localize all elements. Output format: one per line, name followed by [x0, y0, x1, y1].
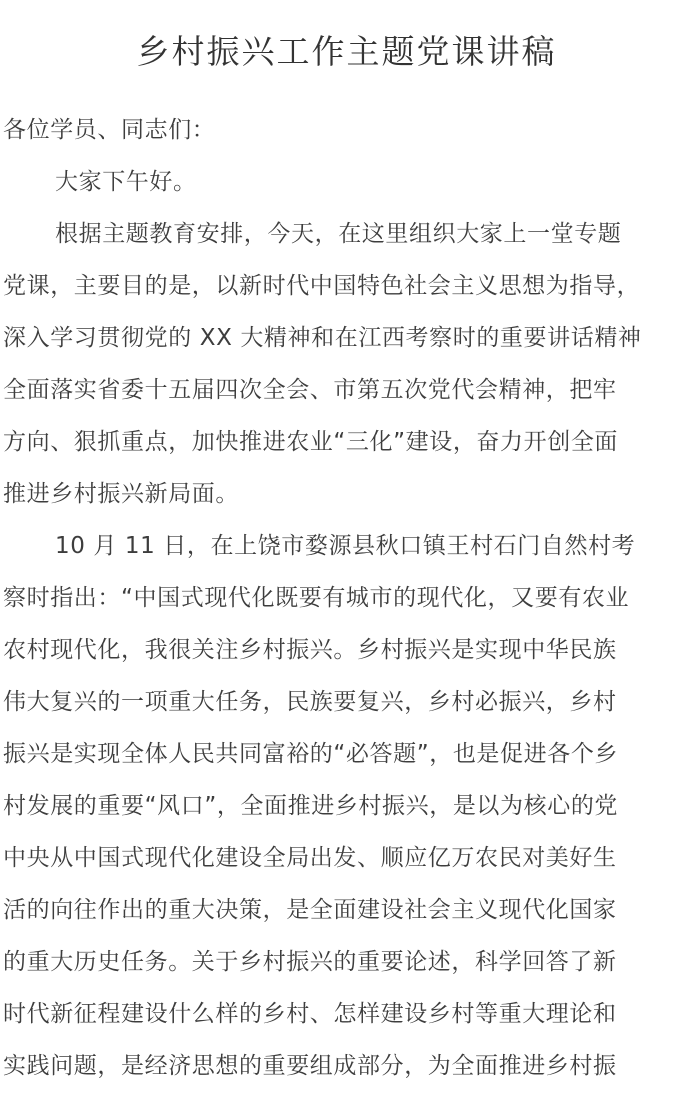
text-line: 的重大历史任务。关于乡村振兴的重要论述，科学回答了新 — [3, 949, 617, 975]
text-line: 振兴是实现全体人民共同富裕的“必答题”，也是促进各个乡 — [3, 741, 619, 767]
text-line: 活的向往作出的重大决策，是全面建设社会主义现代化国家 — [3, 897, 617, 923]
text-line: 实践问题，是经济思想的重要组成部分，为全面推进乡村振 — [3, 1053, 617, 1079]
text-line: 根据主题教育安排，今天，在这里组织大家上一堂专题 — [55, 221, 622, 247]
text-line: 全面落实省委十五届四次全会、市第五次党代会精神，把牢 — [3, 377, 617, 403]
text-line: 村发展的重要“风口”，全面推进乡村振兴，是以为核心的党 — [3, 793, 619, 819]
text-line-salutation: 各位学员、同志们： — [3, 117, 216, 143]
text-line: 农村现代化，我很关注乡村振兴。乡村振兴是实现中华民族 — [3, 637, 617, 663]
text-line: 推进乡村振兴新局面。 — [3, 481, 239, 507]
text-line-greeting: 大家下午好。 — [55, 169, 197, 195]
text-line: 伟大复兴的一项重大任务，民族要复兴，乡村必振兴，乡村 — [3, 689, 617, 715]
text-line: 深入学习贯彻党的 XX 大精神和在江西考察时的重要讲话精神 — [3, 325, 642, 351]
text-line: 方向、狠抓重点，加快推进农业“三化”建设，奋力开创全面 — [3, 429, 619, 455]
text-line: 10 月 11 日，在上饶市婺源县秋口镇王村石门自然村考 — [55, 533, 636, 559]
text-line: 党课，主要目的是，以新时代中国特色社会主义思想为指导， — [3, 273, 641, 299]
text-line: 中央从中国式现代化建设全局出发、顺应亿万农民对美好生 — [3, 845, 617, 871]
document-title: 乡村振兴工作主题党课讲稿 — [136, 32, 557, 71]
text-line: 时代新征程建设什么样的乡村、怎样建设乡村等重大理论和 — [3, 1001, 617, 1027]
text-line: 察时指出：“中国式现代化既要有城市的现代化，又要有农业 — [3, 585, 630, 611]
